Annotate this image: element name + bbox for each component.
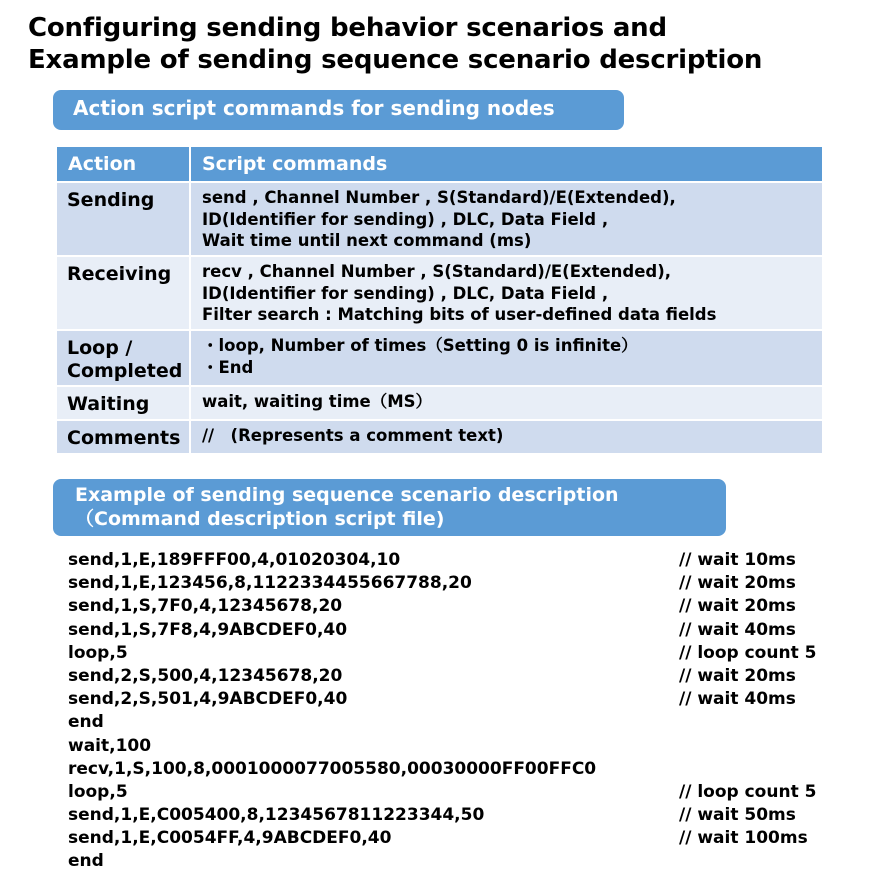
page-title (28, 12, 762, 76)
action-cell: Waiting (56, 386, 190, 420)
script-command: send,2,S,500,4,12345678,20 (68, 665, 343, 686)
script-line: wait, waiting time（MS） (202, 392, 433, 411)
table-row (56, 386, 823, 420)
script-comment: // wait 50ms (679, 805, 796, 826)
script-row (68, 781, 848, 804)
table-row (56, 330, 823, 386)
section-heading-example-line-2: （Command description script file) (75, 508, 445, 530)
script-row (68, 549, 848, 572)
script-comment: // wait 40ms (679, 689, 796, 710)
action-cell (56, 330, 190, 386)
script-comment: // loop count 5 (679, 781, 817, 802)
script-command: end (68, 712, 104, 733)
action-cell: Comments (56, 420, 190, 454)
script-example (68, 549, 848, 874)
action-label: Loop / Completed (67, 337, 183, 382)
table-header-row (56, 146, 823, 182)
script-comment: // loop count 5 (679, 642, 817, 663)
script-row (68, 804, 848, 827)
script-command: send,1,S,7F0,4,12345678,20 (68, 596, 343, 617)
script-cell (190, 330, 823, 386)
page-title-line-1: Configuring sending behavior scenarios and (28, 13, 667, 43)
script-cell (190, 182, 823, 256)
script-command: send,1,E,C0054FF,4,9ABCDEF0,40 (68, 828, 392, 849)
script-row (68, 850, 848, 873)
script-command: loop,5 (68, 781, 128, 802)
script-comment: // wait 100ms (679, 828, 808, 849)
script-comment: // wait 20ms (679, 665, 796, 686)
script-line: ・loop, Number of times（Setting 0 is infinite） (202, 336, 638, 355)
script-line: ID(Identifier for sending) , DLC, Data Field , (202, 283, 609, 303)
script-line: ID(Identifier for sending) , DLC, Data Field , (202, 209, 609, 229)
script-row (68, 619, 848, 642)
script-row (68, 735, 848, 758)
section-heading-commands: Action script commands for sending nodes (53, 90, 624, 130)
script-command: wait,100 (68, 735, 152, 756)
script-row (68, 711, 848, 734)
script-row (68, 665, 848, 688)
script-line: send , Channel Number , S(Standard)/E(Extended), (202, 188, 676, 207)
script-row (68, 595, 848, 618)
script-comment: // wait 40ms (679, 619, 796, 640)
script-row (68, 758, 848, 781)
script-command: send,2,S,501,4,9ABCDEF0,40 (68, 689, 348, 710)
script-comment: // wait 10ms (679, 550, 796, 570)
table-row (56, 256, 823, 330)
action-cell: Sending (56, 182, 190, 256)
script-command: send,1,E,189FFF00,4,01020304,10 (68, 550, 401, 570)
script-cell (190, 386, 823, 420)
script-command: recv,1,S,100,8,0001000077005580,00030000FF00FFC0 (68, 758, 597, 779)
table-header-script: Script commands (190, 146, 823, 182)
script-line: ・End (202, 357, 254, 377)
table-header-action: Action (56, 146, 190, 182)
script-cell (190, 420, 823, 454)
script-line: Filter search : Matching bits of user-defined data fields (202, 305, 717, 324)
script-row (68, 572, 848, 595)
script-command: send,1,S,7F8,4,9ABCDEF0,40 (68, 619, 348, 640)
script-row (68, 642, 848, 665)
action-cell: Receiving (56, 256, 190, 330)
table-row (56, 182, 823, 256)
script-command: send,1,E,C005400,8,1234567811223344,50 (68, 805, 485, 826)
script-command: end (68, 851, 104, 872)
script-line: Wait time until next command (ms) (202, 231, 532, 250)
script-line: // (Represents a comment text) (202, 426, 504, 445)
script-row (68, 827, 848, 850)
script-comment: // wait 20ms (679, 573, 796, 594)
script-command: send,1,E,123456,8,1122334455667788,20 (68, 573, 472, 594)
script-line: recv , Channel Number , S(Standard)/E(Extended), (202, 262, 672, 281)
script-cell (190, 256, 823, 330)
table-row (56, 420, 823, 454)
section-heading-example-line-1: Example of sending sequence scenario description (75, 484, 619, 506)
page-title-line-2: Example of sending sequence scenario description (28, 45, 763, 75)
script-row (68, 688, 848, 711)
script-comment: // wait 20ms (679, 596, 796, 617)
section-heading-example (53, 479, 726, 536)
script-command: loop,5 (68, 642, 128, 663)
command-table (55, 145, 824, 455)
